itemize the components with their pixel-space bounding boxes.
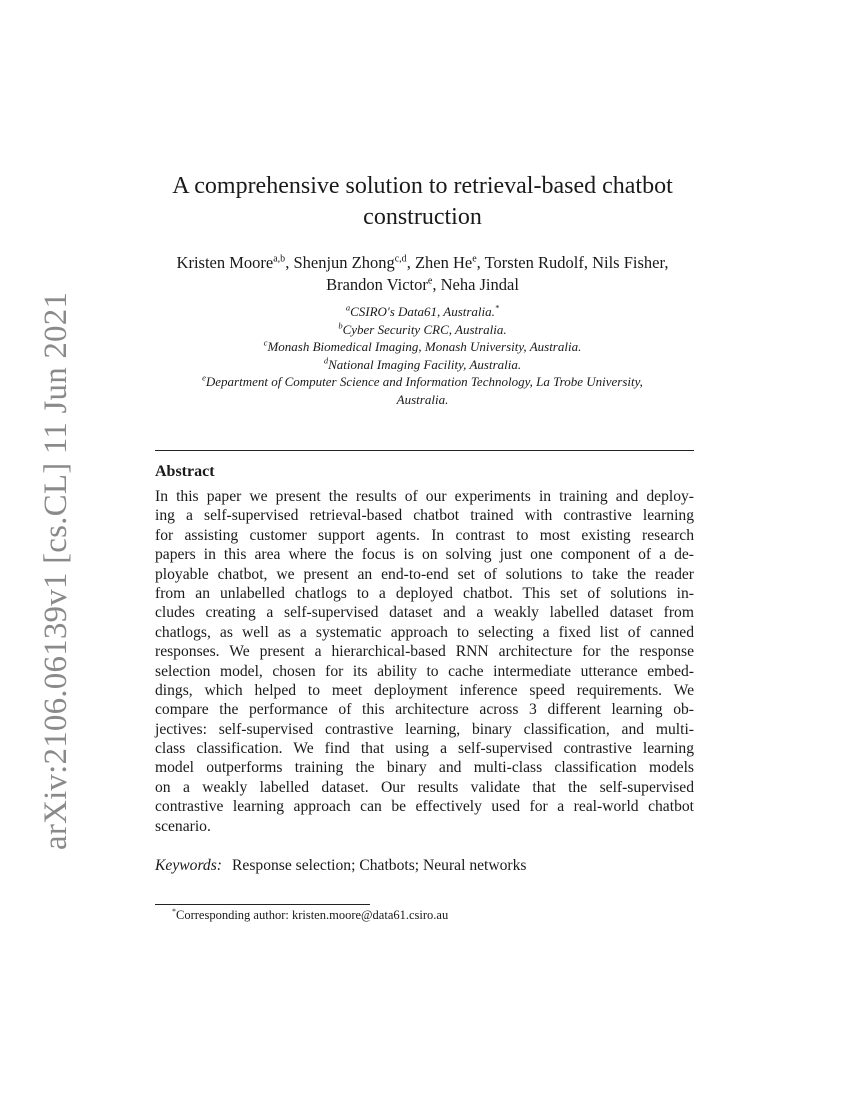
abstract-top-rule bbox=[155, 450, 694, 451]
author-separator: , bbox=[476, 253, 485, 272]
title-line: construction bbox=[363, 204, 482, 230]
author-line bbox=[140, 252, 705, 274]
abstract-body bbox=[155, 487, 694, 836]
abstract-line: jectives: self-supervised contrastive learning, binary classification, and multi- bbox=[155, 720, 694, 738]
affiliation-mark: e bbox=[202, 373, 206, 384]
affiliation-text: Australia. bbox=[396, 391, 449, 407]
author-line bbox=[140, 274, 705, 296]
author-name: Brandon Victor bbox=[326, 275, 428, 294]
abstract-line: model outperforms training the binary and multi-class classification models bbox=[155, 759, 694, 777]
title-line: A comprehensive solution to retrieval-based chatbot bbox=[172, 173, 673, 199]
author-affil-mark: e bbox=[427, 275, 433, 287]
affiliation-text: Cyber Security CRC, Australia. bbox=[342, 321, 507, 337]
affiliation-mark: a bbox=[345, 302, 351, 313]
affiliation-mark: b bbox=[338, 320, 343, 331]
footnote-mark: * bbox=[172, 906, 176, 916]
author-name: Neha Jindal bbox=[440, 275, 519, 294]
affiliation-item bbox=[150, 356, 695, 374]
abstract-line: for assisting customer support agents. In contrast to most existing research bbox=[155, 526, 694, 544]
corresponding-author-footnote bbox=[172, 908, 448, 923]
abstract-line: ing a self-supervised retrieval-based chatbot trained with contrastive learning bbox=[155, 507, 694, 525]
abstract-line: ployable chatbot, we present an end-to-end set of solutions to take the reader bbox=[155, 565, 694, 583]
abstract-line: papers in this area where the focus is on solving just one component of a de- bbox=[155, 546, 694, 564]
footnote-text: Corresponding author: kristen.moore@data61.csiro.au bbox=[176, 908, 449, 922]
affiliation-item bbox=[150, 303, 695, 321]
author-affil-mark: e bbox=[472, 253, 477, 265]
author-affil-mark: c,d bbox=[394, 253, 407, 265]
author-name: Nils Fisher bbox=[592, 253, 665, 272]
footnote-ref: * bbox=[494, 302, 500, 313]
affiliation-item bbox=[150, 338, 695, 356]
affiliation-item bbox=[150, 373, 695, 391]
abstract-line: compare the performance of this architecture across 3 different learning ob- bbox=[155, 701, 694, 719]
affiliation-item bbox=[150, 391, 695, 409]
affiliation-list bbox=[150, 303, 695, 409]
abstract-line: from an unlabelled chatlogs to a deployed chatbot. This set of solutions in- bbox=[155, 584, 694, 602]
author-name: Torsten Rudolf bbox=[484, 253, 584, 272]
abstract-line: on a weakly labelled dataset. Our results validate that the self-supervised bbox=[155, 778, 694, 796]
abstract-line: dings, which helped to meet deployment inference speed requirements. We bbox=[155, 681, 694, 699]
abstract-line: responses. We present a hierarchical-based RNN architecture for the response bbox=[155, 643, 694, 661]
author-list bbox=[140, 252, 705, 296]
abstract-line: selection model, chosen for its ability to cache intermediate utterance embed- bbox=[155, 662, 694, 680]
affiliation-text: CSIRO's Data61, Australia. bbox=[350, 304, 495, 319]
author-name: Shenjun Zhong bbox=[293, 253, 395, 272]
affiliation-text: Monash Biomedical Imaging, Monash University, Australia. bbox=[267, 339, 582, 355]
author-separator: , bbox=[664, 253, 669, 272]
author-separator: , bbox=[406, 253, 415, 272]
author-separator: , bbox=[583, 253, 593, 272]
arxiv-identifier: arXiv:2106.06139v1 [cs.CL] 11 Jun 2021 bbox=[38, 291, 74, 850]
abstract-line: cludes creating a self-supervised dataset and a weakly labelled dataset from bbox=[155, 604, 694, 622]
affiliation-item bbox=[150, 321, 695, 339]
abstract-line: scenario. bbox=[155, 817, 211, 835]
paper-title bbox=[150, 171, 695, 233]
abstract-line: class classification. We find that using a self-supervised contrastive learning bbox=[155, 740, 694, 758]
affiliation-text: Department of Computer Science and Information Technology, La Trobe University, bbox=[205, 374, 643, 390]
abstract-line: contrastive learning approach can be effectively used for a real-world chatbot bbox=[155, 798, 694, 816]
author-separator: , bbox=[285, 253, 294, 272]
abstract-heading: Abstract bbox=[155, 463, 215, 480]
author-affil-mark: a,b bbox=[273, 253, 286, 265]
footnote-rule bbox=[155, 904, 370, 905]
abstract-line: In this paper we present the results of our experiments in training and deploy- bbox=[155, 488, 694, 505]
author-name: Zhen He bbox=[414, 253, 473, 272]
keywords-label: Keywords: bbox=[155, 857, 222, 874]
affiliation-mark: c bbox=[263, 337, 268, 348]
affiliation-mark: d bbox=[323, 355, 329, 366]
keywords-line bbox=[155, 857, 527, 875]
affiliation-text: National Imaging Facility, Australia. bbox=[328, 356, 522, 372]
abstract-line: chatlogs, as well as a systematic approach to selecting a fixed list of canned bbox=[155, 623, 694, 641]
author-name: Kristen Moore bbox=[176, 253, 274, 272]
author-separator: , bbox=[432, 275, 441, 294]
keywords-text: Response selection; Chatbots; Neural networks bbox=[232, 857, 527, 874]
